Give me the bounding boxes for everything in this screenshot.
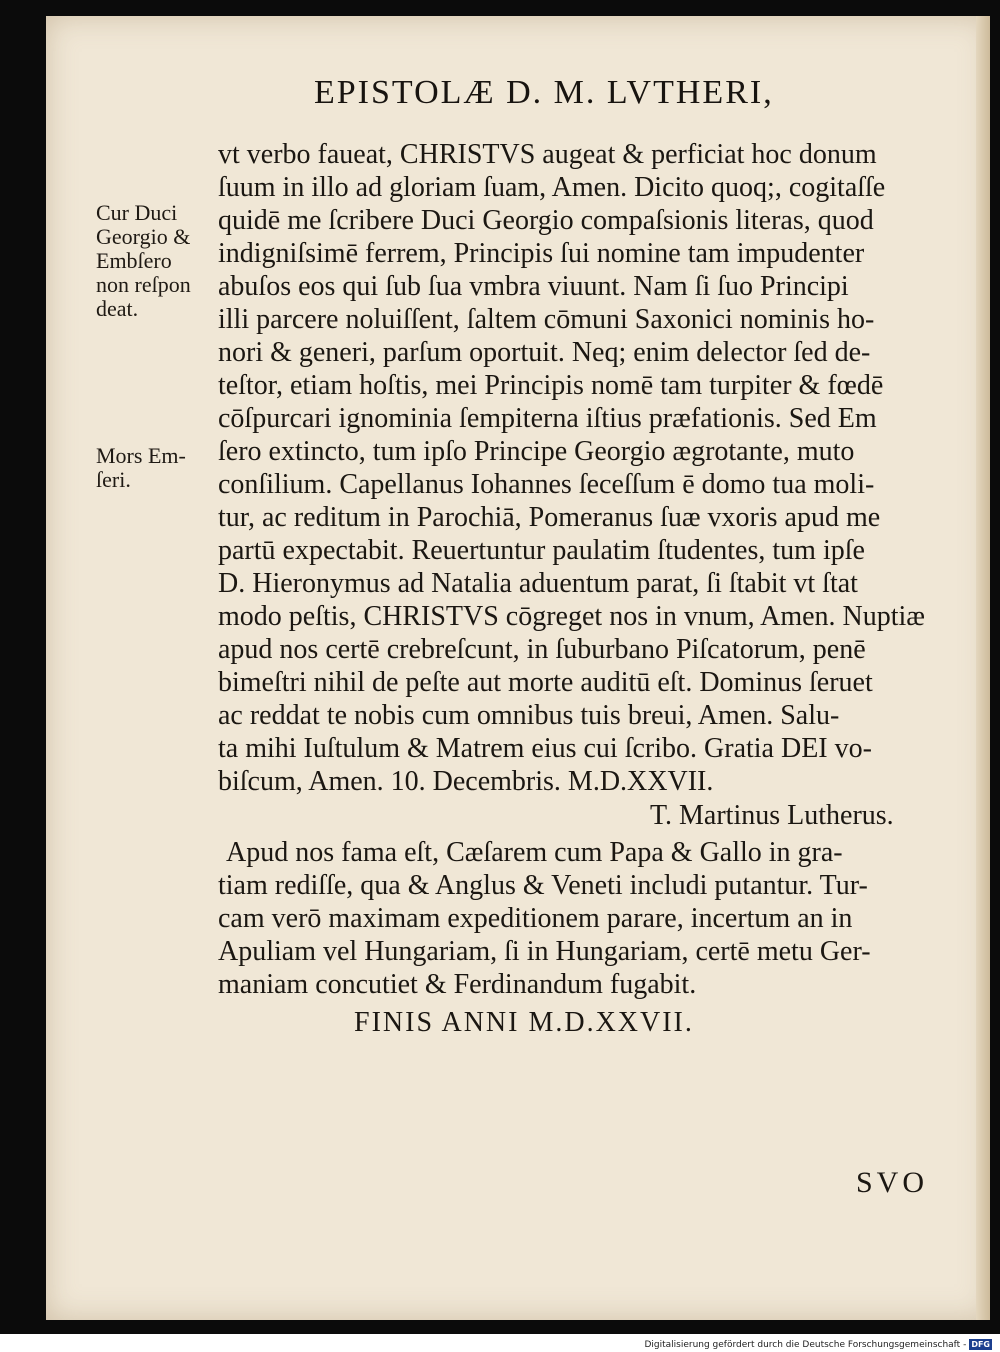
letter-body [218,138,958,1045]
marginal-note-line: deat. [96,296,139,321]
dfg-logo: DFG [971,1340,990,1349]
postscript-line: tiam rediſſe, qua & Anglus & Veneti includi putantur. Tur- [218,870,868,901]
marginal-note-mors-emseri [96,444,226,492]
marginal-note-line: non reſpon [96,272,191,297]
postscript-line: maniam concutiet & Ferdinandum fugabit. [218,969,697,1000]
marginal-note-cur-duci [96,201,226,321]
body-line: biſcum, Amen. 10. Decembris. M.D.XXVII. [218,766,714,797]
body-line: D. Hieronymus ad Natalia aduentum parat, ſi ſtabit vt ſtat [218,568,858,599]
marginal-note-line: Georgio & [96,224,191,249]
marginal-note-line: Cur Duci [96,200,178,225]
body-line: ſero extincto, tum ipſo Principe Georgio ægrotante, muto [218,436,855,467]
signature: T. Martinus Lutherus. [650,800,894,831]
body-line: abuſos eos qui ſub ſua vmbra viuunt. Nam ſi ſuo Principi [218,271,849,302]
body-line: vt verbo faueat, CHRISTVS augeat & perficiat hoc donum [218,139,877,170]
body-line: cōſpurcari ignominia ſempiterna iſtius præfationis. Sed Em [218,403,877,434]
finis-line: FINIS ANNI M.D.XXVII. [354,1007,694,1038]
body-line: ſuum in illo ad gloriam ſuam, Amen. Dicito quoq;, cogitaſſe [218,172,886,203]
body-line: bimeſtri nihil de peſte aut morte auditū eſt. Dominus ſeruet [218,667,873,698]
postscript-line: cam verō maximam expeditionem parare, incertum an in [218,903,853,934]
body-line: partū expectabit. Reuertuntur paulatim ſtudentes, tum ipſe [218,535,865,566]
marginal-note-line: Mors Em- [96,443,186,468]
body-line: teſtor, etiam hoſtis, mei Principis nomē tam turpiter & fœdē [218,370,884,401]
postscript-line: Apud nos fama eſt, Cæſarem cum Papa & Gallo in gra- [226,837,843,868]
body-line: conſilium. Capellanus Iohannes ſeceſſum ē domo tua moli- [218,469,875,500]
body-line: nori & generi, parſum oportuit. Neq; enim delector ſed de- [218,337,871,368]
marginal-note-line: ſeri. [96,467,131,492]
book-page [46,16,990,1320]
running-head: EPISTOLÆ D. M. LVTHERI, [314,74,774,111]
page-edge [976,16,990,1320]
credit-text: Digitalisierung gefördert durch die Deutsche Forschungsgemeinschaft - [644,1340,967,1350]
body-line: indigniſsimē ferrem, Principis ſui nomine tam impudenter [218,238,865,269]
catchword: SVO [856,1166,929,1199]
body-line: apud nos certē crebreſcunt, in ſuburbano Piſcatorum, penē [218,634,866,665]
body-line: modo peſtis, CHRISTVS cōgreget nos in vnum, Amen. Nuptiæ [218,601,925,632]
body-line: quidē me ſcribere Duci Georgio compaſsionis literas, quod [218,205,874,236]
digitization-credit [600,1338,992,1352]
body-line: ac reddat te nobis cum omnibus tuis breui, Amen. Salu- [218,700,840,731]
body-line: illi parcere noluiſſent, ſaltem cōmuni Saxonici nominis ho- [218,304,875,335]
marginal-note-line: Embſero [96,248,172,273]
postscript [218,836,958,1001]
body-line: tur, ac reditum in Parochiā, Pomeranus ſuæ vxoris apud me [218,502,881,533]
body-line: ta mihi Iuſtulum & Matrem eius cui ſcribo. Gratia DEI vo- [218,733,872,764]
postscript-line: Apuliam vel Hungariam, ſi in Hungariam, certē metu Ger- [218,936,871,967]
